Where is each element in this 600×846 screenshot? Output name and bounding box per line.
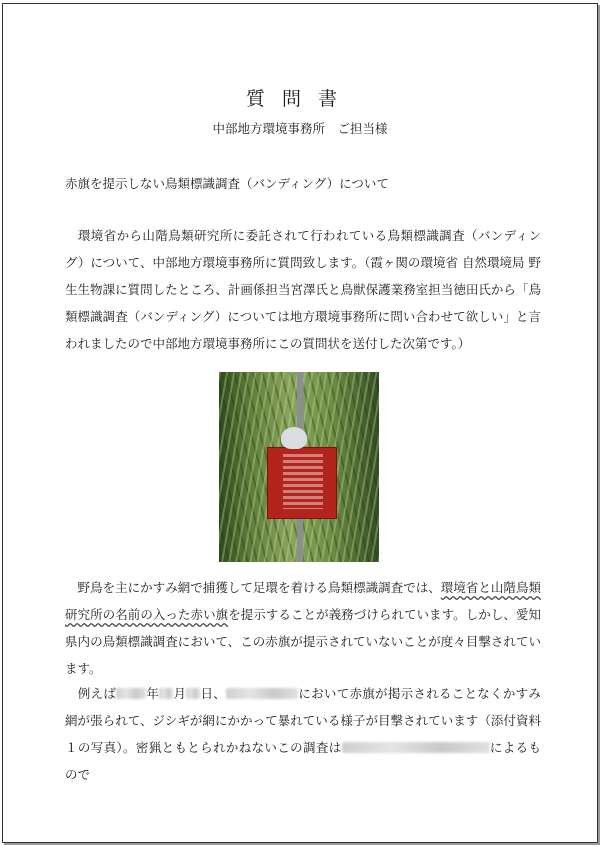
paragraph-intro: 環境省から山階鳥類研究所に委託されて行われている鳥類標識調査（バンディング）について、中部地方環境事務所に質問致します。（霞ヶ関の環境省 自然環境局 野生生物課に質問したところ、計画係担当宮澤氏と鳥獣保護業務室担当徳田氏から「鳥類標識調査（バンディング）については地方環境事務所に問い合わせて欲しい」と言われましたので中部地方環境事務所にこの質問状を送付した次第です。） (65, 228, 541, 351)
flag-lettering (283, 454, 323, 509)
day-label: 日、 (200, 686, 227, 701)
subject-line: 赤旗を提示しない鳥類標識調査（バンディング）について (65, 176, 389, 191)
para2-text-b: を提示することが義務づけられています。しかし、愛知県内の鳥類標識調査において、この赤旗が提示されていないことが度々目撃されています。 (65, 607, 541, 676)
document-page (2, 3, 598, 843)
paragraph-flag-requirement (65, 574, 541, 682)
bird (281, 427, 307, 449)
year-label: 年 (146, 686, 160, 701)
para3-text-a: 例えば (65, 686, 117, 701)
redacted-month (159, 688, 173, 699)
red-flag-photo (219, 372, 379, 562)
redacted-organization (342, 742, 490, 753)
redacted-location (226, 688, 298, 699)
paragraph-example (65, 680, 541, 788)
para3-text-b: において赤旗が掲示されることなくかすみ網が張られて、ジシギが網にかかって暴れている様子が目撃されています（添付資料１の写真）。密猟ともとられかねないこの調査は (65, 686, 541, 755)
addressee: 中部地方環境事務所 ご担当様 (212, 121, 388, 136)
document-title: 質問書 (245, 88, 354, 110)
redacted-year (116, 688, 146, 699)
para2-text-a: 野鳥を主にかすみ網で捕獲して足環を着ける鳥類標識調査では、 (65, 580, 441, 595)
redacted-day (186, 688, 200, 699)
underlined-phrase: 環境省と山階鳥類研究所の名前の入った赤い旗 (65, 580, 541, 622)
para3-text-c: によるもので (65, 740, 541, 782)
month-label: 月 (173, 686, 187, 701)
